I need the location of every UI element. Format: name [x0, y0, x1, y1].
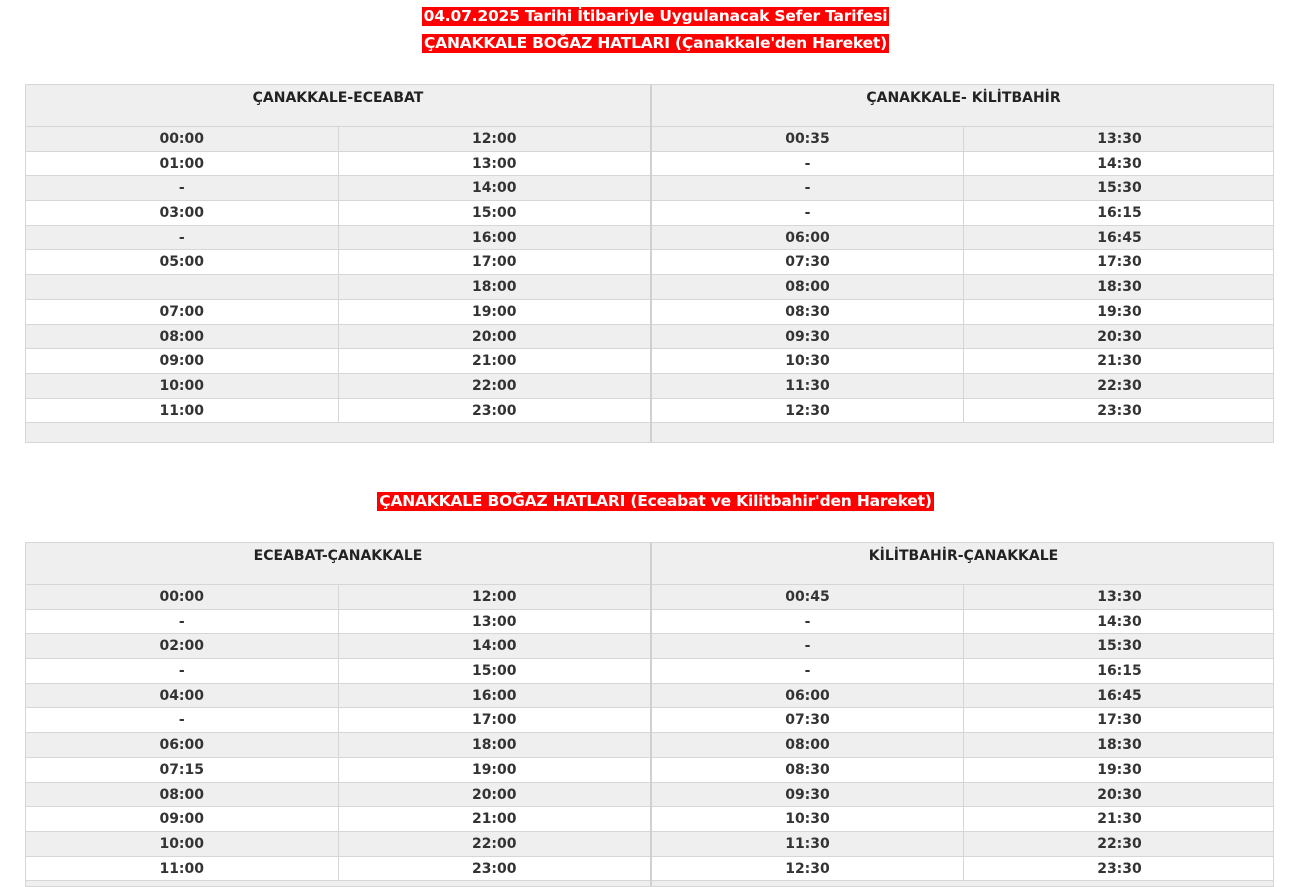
departure-time-cell: 10:00 [26, 374, 339, 398]
departure-time-cell: 22:00 [471, 835, 517, 852]
table-row [652, 659, 1274, 684]
departure-time-cell: 14:00 [471, 180, 517, 197]
departure-time-cell: 03:00 [26, 201, 339, 225]
table-row [652, 684, 1274, 709]
section-title-canakkale-departures [0, 32, 1311, 54]
timetable-canakkale-departures [25, 84, 1274, 443]
table-row [26, 610, 650, 635]
table-row [652, 832, 1274, 857]
table-row [652, 201, 1274, 226]
departure-time-cell: 18:00 [471, 279, 517, 296]
table-footer-strip [26, 423, 650, 442]
departure-time-cell: 17:30 [1097, 712, 1142, 729]
table-row [26, 585, 650, 610]
section-title-eceabat-kilitbahir-departures-text: ÇANAKKALE BOĞAZ HATLARI (Eceabat ve Kilitbahir'den Hareket) [379, 492, 932, 510]
departure-time-cell: 20:30 [1097, 328, 1142, 345]
section-title-eceabat-kilitbahir-departures [0, 490, 1311, 512]
departure-time-cell: 10:30 [652, 807, 964, 831]
table-row [652, 758, 1274, 783]
departure-time-cell: 07:30 [652, 708, 964, 732]
departure-time-cell: 08:00 [652, 733, 964, 757]
departure-time-cell: 17:00 [471, 254, 517, 271]
table-row [26, 634, 650, 659]
departure-time-cell: 08:30 [652, 758, 964, 782]
departure-time-cell: 06:00 [652, 684, 964, 708]
departure-time-cell: 23:30 [1097, 402, 1142, 419]
departure-time-cell: - [652, 659, 964, 683]
table-footer-strip [652, 423, 1274, 442]
departure-time-cell: 18:00 [471, 737, 517, 754]
table-row [652, 325, 1274, 350]
table-row [26, 807, 650, 832]
departure-time-cell: 07:00 [26, 300, 339, 324]
departure-time-cell: 19:30 [1097, 761, 1142, 778]
departure-time-cell: 19:30 [1097, 303, 1142, 320]
departure-time-cell: - [26, 226, 339, 250]
table-row [26, 758, 650, 783]
departure-time-cell: 18:30 [1097, 737, 1142, 754]
table-row [26, 733, 650, 758]
departure-time-cell: 08:00 [26, 783, 339, 807]
table-row [652, 275, 1274, 300]
departure-time-cell: 20:00 [471, 786, 517, 803]
table-row [652, 176, 1274, 201]
departure-time-cell: - [26, 659, 339, 683]
departure-time-cell: 12:30 [652, 857, 964, 881]
departure-time-cell: 22:30 [1097, 377, 1142, 394]
table-row [652, 807, 1274, 832]
table-row [26, 684, 650, 709]
departure-time-cell: 16:45 [1097, 229, 1142, 246]
departure-time-cell: 16:45 [1097, 687, 1142, 704]
departure-time-cell: 11:00 [26, 857, 339, 881]
table-row [652, 152, 1274, 177]
table-row [652, 610, 1274, 635]
departure-time-cell: 07:30 [652, 250, 964, 274]
table-row [652, 708, 1274, 733]
departure-time-cell: 15:30 [1097, 638, 1142, 655]
departure-time-cell: 15:00 [471, 205, 517, 222]
departure-time-cell: 02:00 [26, 634, 339, 658]
departure-time-cell: - [26, 708, 339, 732]
table-row [652, 226, 1274, 251]
table-footer-strip [652, 881, 1274, 887]
departure-time-cell: 19:00 [471, 303, 517, 320]
table-row [26, 708, 650, 733]
departure-time-cell: - [652, 634, 964, 658]
departure-time-cell: - [26, 176, 339, 200]
table-row [26, 201, 650, 226]
departure-time-cell: 13:30 [1097, 589, 1142, 605]
departure-time-cell: 16:15 [1097, 205, 1142, 222]
route-canakkale-kilitbahir [650, 85, 1274, 442]
timetable-eceabat-kilitbahir-departures [25, 542, 1274, 887]
departure-time-cell: 13:00 [471, 613, 517, 630]
departure-time-cell: 11:00 [26, 399, 339, 423]
departure-time-cell: 17:30 [1097, 254, 1142, 271]
table-row [26, 152, 650, 177]
departure-time-cell: 10:30 [652, 349, 964, 373]
departure-time-cell: 11:30 [652, 374, 964, 398]
table-row [652, 374, 1274, 399]
table-row [26, 659, 650, 684]
departure-time-cell: 23:30 [1097, 860, 1142, 877]
table-row [26, 349, 650, 374]
table-row [26, 127, 650, 152]
departure-time-cell: 21:00 [471, 353, 517, 370]
route-header: ECEABAT-ÇANAKKALE [26, 543, 650, 585]
table-row [652, 349, 1274, 374]
departure-time-cell: 07:15 [26, 758, 339, 782]
table-row [26, 832, 650, 857]
departure-time-cell: 06:00 [652, 226, 964, 250]
departure-time-cell: 16:00 [471, 687, 517, 704]
departure-time-cell: - [26, 610, 339, 634]
departure-time-cell [26, 275, 339, 299]
departure-time-cell: 09:00 [26, 349, 339, 373]
departure-time-cell: 22:00 [471, 377, 517, 394]
table-row [652, 250, 1274, 275]
route-eceabat-canakkale [26, 543, 650, 886]
departure-time-cell: 10:00 [26, 832, 339, 856]
departure-time-cell: 12:00 [471, 131, 517, 147]
departure-time-cell: 08:00 [26, 325, 339, 349]
departure-time-cell: 15:00 [471, 663, 517, 680]
route-header: ÇANAKKALE- KİLİTBAHİR [652, 85, 1274, 127]
departure-time-cell: 00:00 [26, 127, 339, 151]
departure-time-cell: 00:00 [26, 585, 339, 609]
route-canakkale-eceabat [26, 85, 650, 442]
table-row [26, 275, 650, 300]
departure-time-cell: 16:00 [471, 229, 517, 246]
route-header: KİLİTBAHİR-ÇANAKKALE [652, 543, 1274, 585]
departure-time-cell: - [652, 610, 964, 634]
departure-time-cell: 14:30 [1097, 613, 1142, 630]
departure-time-cell: 00:35 [652, 127, 964, 151]
departure-time-cell: 09:30 [652, 783, 964, 807]
table-row [26, 176, 650, 201]
section-title-canakkale-departures-text: ÇANAKKALE BOĞAZ HATLARI (Çanakkale'den Hareket) [423, 34, 888, 52]
departure-time-cell: 04:00 [26, 684, 339, 708]
departure-time-cell: - [652, 201, 964, 225]
table-row [652, 733, 1274, 758]
departure-time-cell: 13:30 [1097, 131, 1142, 147]
table-row [652, 634, 1274, 659]
departure-time-cell: 14:30 [1097, 155, 1142, 172]
schedule-date-title [0, 5, 1311, 27]
departure-time-cell: - [652, 176, 964, 200]
schedule-date-title-text: 04.07.2025 Tarihi İtibariyle Uygulanacak Sefer Tarifesi [423, 7, 888, 25]
table-row [26, 374, 650, 399]
departure-time-cell: 19:00 [471, 761, 517, 778]
departure-time-cell: 09:30 [652, 325, 964, 349]
departure-time-cell: 09:00 [26, 807, 339, 831]
table-row [26, 399, 650, 424]
departure-time-cell: 08:30 [652, 300, 964, 324]
table-row [652, 399, 1274, 424]
departure-time-cell: 15:30 [1097, 180, 1142, 197]
departure-time-cell: 00:45 [652, 585, 964, 609]
departure-time-cell: 13:00 [471, 155, 517, 172]
departure-time-cell: 21:00 [471, 811, 517, 828]
departure-time-cell: 12:00 [471, 589, 517, 605]
departure-time-cell: 22:30 [1097, 835, 1142, 852]
route-kilitbahir-canakkale [650, 543, 1274, 886]
route-header: ÇANAKKALE-ECEABAT [26, 85, 650, 127]
departure-time-cell: 21:30 [1097, 811, 1142, 828]
departure-time-cell: 08:00 [652, 275, 964, 299]
departure-time-cell: 23:00 [471, 402, 517, 419]
table-row [26, 226, 650, 251]
table-row [26, 300, 650, 325]
departure-time-cell: 16:15 [1097, 663, 1142, 680]
departure-time-cell: 18:30 [1097, 279, 1142, 296]
departure-time-cell: 01:00 [26, 152, 339, 176]
departure-time-cell: 20:30 [1097, 786, 1142, 803]
table-row [652, 300, 1274, 325]
table-row [652, 783, 1274, 808]
departure-time-cell: - [652, 152, 964, 176]
departure-time-cell: 12:30 [652, 399, 964, 423]
departure-time-cell: 23:00 [471, 860, 517, 877]
departure-time-cell: 11:30 [652, 832, 964, 856]
departure-time-cell: 20:00 [471, 328, 517, 345]
departure-time-cell: 21:30 [1097, 353, 1142, 370]
table-row [26, 325, 650, 350]
departure-time-cell: 17:00 [471, 712, 517, 729]
table-row [652, 127, 1274, 152]
table-row [26, 250, 650, 275]
departure-time-cell: 06:00 [26, 733, 339, 757]
departure-time-cell: 14:00 [471, 638, 517, 655]
table-row [26, 783, 650, 808]
departure-time-cell: 05:00 [26, 250, 339, 274]
table-row [652, 585, 1274, 610]
table-footer-strip [26, 881, 650, 887]
